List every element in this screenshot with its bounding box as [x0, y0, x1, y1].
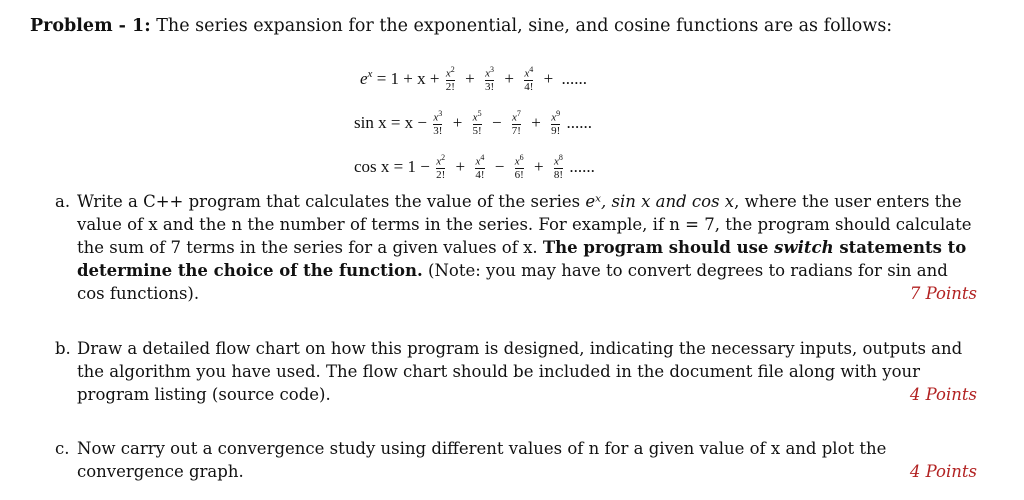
sin-series-formula — [354, 110, 592, 138]
cos-op-2: − — [494, 156, 505, 176]
part-c-points: 4 Points — [909, 462, 977, 481]
sin-tail: ...... — [566, 112, 592, 132]
problem-label: Problem - 1: — [30, 16, 151, 36]
exp-lhs-base: e — [360, 68, 368, 88]
sin-op-1: + — [452, 112, 463, 132]
part-a-series-list: eˣ, sin x and cos x — [585, 192, 735, 211]
exp-op-2: + — [504, 68, 514, 88]
part-b-text: Draw a detailed flow chart on how this program is designed, indicating the necessary inputs, outputs and the algorithm you have used. The flow chart should be included in the document file along with your program listing (source code). — [77, 339, 963, 404]
cos-term-3: $\frac{x^6}{6!}$ — [514, 153, 524, 182]
sin-lhs: sin x = x − — [354, 112, 428, 132]
cos-series-formula — [354, 154, 595, 182]
part-c-text: Now carry out a convergence study using different values of n for a given value of x and plot the convergence graph. — [77, 439, 887, 481]
cos-lhs: cos x = 1 − — [354, 156, 430, 176]
sin-term-2: $\frac{x^5}{5!}$ — [472, 109, 482, 138]
question-part-c — [55, 437, 977, 487]
exp-term-1: $\frac{x^2}{2!}$ — [445, 65, 455, 94]
exp-term-3: $\frac{x^4}{4!}$ — [524, 65, 534, 94]
exp-tail: ...... — [561, 68, 587, 88]
cos-term-2: $\frac{x^4}{4!}$ — [475, 153, 485, 182]
sin-term-3: $\frac{x^7}{7!}$ — [511, 109, 521, 138]
cos-term-4: $\frac{x^8}{8!}$ — [553, 153, 564, 182]
question-part-a — [55, 190, 977, 308]
sin-op-3: + — [531, 112, 541, 132]
cos-op-1: + — [455, 156, 466, 176]
part-b-points: 4 Points — [909, 385, 977, 404]
exp-rest-start: = 1 + x + — [376, 68, 440, 88]
exp-term-2: $\frac{x^3}{3!}$ — [484, 65, 495, 94]
cos-term-1: $\frac{x^2}{2!}$ — [436, 153, 446, 182]
sin-term-4: $\frac{x^9}{9!}$ — [551, 109, 561, 138]
sin-op-2: − — [491, 112, 502, 132]
part-a-text: Write a C++ program that calculates the value of the series eˣ, sin x and cos x, where the user enters the value of x and the n the number of terms in the series. For example, if n = 7, the program should calculate the sum of 7 terms in the series for a given values of x. The program should use switch statements to determine the choice of the function. (Note: you may have to convert degrees to radians for sin and cos functions). — [77, 192, 972, 303]
part-c-marker: c. — [55, 439, 70, 458]
exp-op-1: + — [465, 68, 475, 88]
problem-statement — [30, 16, 892, 36]
exp-op-3: + — [543, 68, 554, 88]
problem-intro: The series expansion for the exponential, sine, and cosine functions are as follows: — [156, 16, 893, 36]
sin-term-1: $\frac{x^3}{3!}$ — [433, 109, 443, 138]
cos-tail: ...... — [569, 156, 595, 176]
exp-lhs-power: x — [367, 68, 373, 81]
part-a-points: 7 Points — [909, 284, 977, 303]
part-a-marker: a. — [55, 192, 71, 211]
question-part-b — [55, 337, 977, 409]
cos-op-3: + — [534, 156, 544, 176]
exp-series-formula — [360, 66, 587, 94]
part-b-marker: b. — [55, 339, 71, 358]
